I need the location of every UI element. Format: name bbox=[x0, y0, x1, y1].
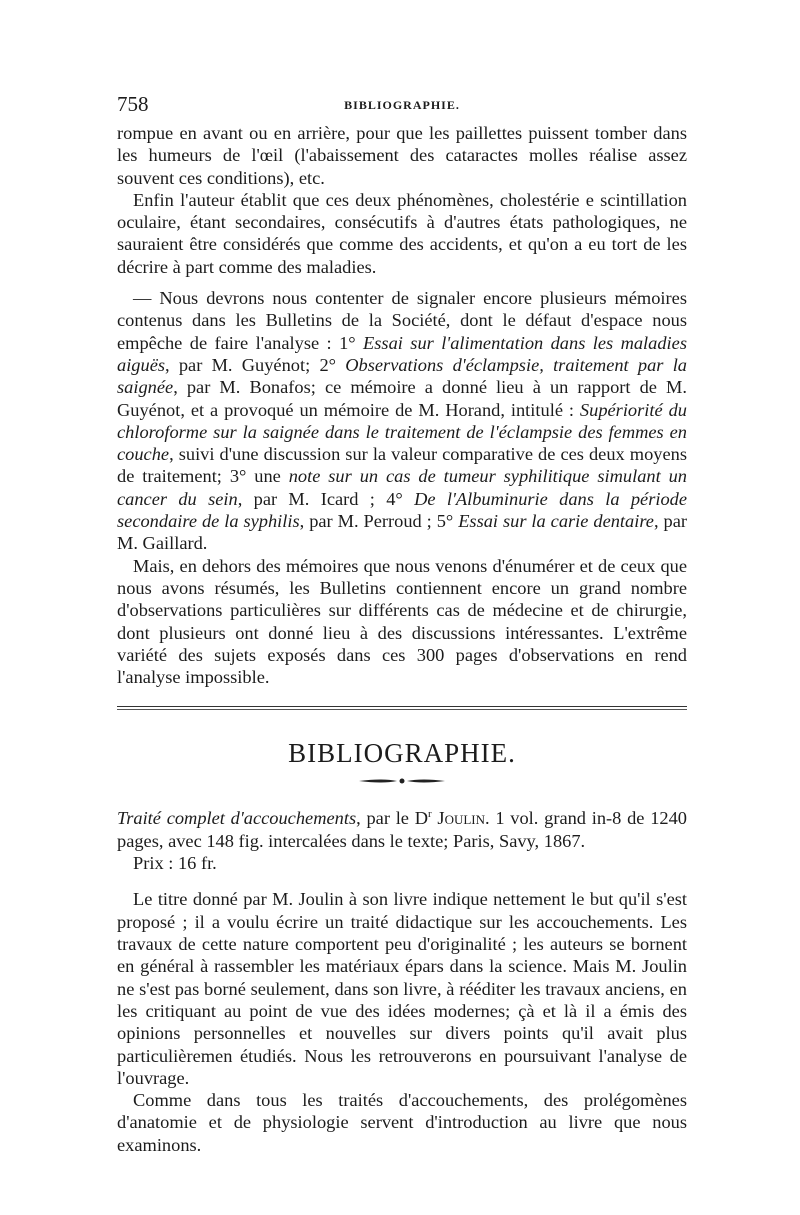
entry-title: Traité complet d'accouchements bbox=[117, 808, 357, 829]
bibliography-entry bbox=[117, 803, 687, 874]
paragraph-memoires bbox=[117, 287, 687, 555]
running-header bbox=[117, 92, 687, 122]
page-number: 758 bbox=[117, 92, 149, 116]
section-divider-rule bbox=[117, 706, 687, 710]
memoire-title-6: Essai sur la carie dentaire bbox=[458, 511, 654, 532]
memoire-title-4: note sur un cas de tumeur syphilitique simulant un cancer du sein bbox=[117, 466, 687, 509]
top-text-block bbox=[117, 122, 687, 688]
book-page bbox=[117, 92, 687, 1156]
memoires-text-4: , suivi d'une discussion sur la valeur comparative de ces deux moyens de traitement; 3° une bbox=[117, 444, 687, 487]
running-title: BIBLIOGRAPHIE. bbox=[344, 98, 460, 112]
paragraph-bulletins: Mais, en dehors des mémoires que nous venons d'énumérer et de ceux que nous avons résumés, les Bulletins contiennent encore un grand nombre d'observations particulières sur différents cas de médecine et de chirurgie, dont plusieurs ont donné lieu à des discussions intéressantes. L'extrême variété des sujets exposés dans ces 300 pages d'observations en rend l'analyse impossible. bbox=[117, 555, 687, 688]
section-title: BIBLIOGRAPHIE. bbox=[288, 738, 516, 769]
entry-dr-superscript: r bbox=[428, 808, 432, 821]
memoire-title-1: Essai sur l'alimentation dans les maladies aiguës bbox=[117, 332, 687, 375]
paragraph-continuation: rompue en avant ou en arrière, pour que les paillettes puissent tomber dans les humeurs de l'œil (l'abaissement des cataractes molles réalise assez souvent ces conditions), etc. bbox=[117, 123, 687, 188]
entry-price: Prix : 16 fr. bbox=[133, 853, 217, 874]
memoires-text-5: , par M. Icard ; 4° bbox=[237, 488, 415, 509]
memoire-title-2: Observations d'éclampsie, traitement par la saignée bbox=[117, 354, 687, 398]
ornament-divider-icon bbox=[117, 773, 687, 787]
paragraph-review-intro: Le titre donné par M. Joulin à son livre indique nettement le but qu'il s'est proposé ; il a voulu écrire un traité didactique sur les accouchements. Les travaux de cette nature comportent peu d'originalité ; les auteurs se bornent en général à rassembler les matériaux épars dans la science. Mais M. Joulin ne s'est pas borné seulement, dans son livre, à rééditer les travaux anciens, en les critiquant au point de vue des idées modernes; çà et là il a émis des opinions personnelles et nouvelles sur divers points qu'il avait plus particulièremen étudiés. Nous les retrouverons en poursuivant l'analyse de l'ouvrage. bbox=[117, 889, 687, 1088]
memoires-text-2: , par M. Guyénot; 2° bbox=[165, 354, 346, 375]
memoire-title-5: De l'Albuminurie dans la période secondaire de la syphilis bbox=[117, 488, 688, 532]
memoires-text-1: — Nous devrons nous contenter de signaler encore plusieurs mémoires contenus dans les Bulletins de la Société, dont le défaut d'espace nous empêche de faire l'analyse : 1° bbox=[117, 288, 687, 353]
memoires-text-6: , par M. Perroud ; 5° bbox=[299, 511, 459, 532]
paragraph-conclusion: Enfin l'auteur établit que ces deux phénomènes, cholestérie e scintillation oculaire, étant secondaires, consécutifs à d'autres états pathologiques, ne sauraient être considérés que comme des accidents, et qu'on a eu tort de les décrire à part comme des maladies. bbox=[117, 189, 687, 277]
memoires-text-7: , par M. Gaillard. bbox=[117, 511, 687, 554]
memoire-title-3: Supériorité du chloroforme sur la saignée dans le traitement de l'éclampsie des femmes en couche bbox=[117, 399, 687, 465]
entry-author: Joulin bbox=[431, 808, 486, 829]
entry-by: , par le D bbox=[356, 808, 428, 829]
entry-details: . 1 vol. grand in-8 de 1240 pages, avec 148 fig. intercalées dans le texte; Paris, Savy, 1867. bbox=[117, 808, 687, 851]
paragraph-review-prolegomenes: Comme dans tous les traités d'accouchements, des prolégomènes d'anatomie et de physiologie servent d'introduction au livre que nous examinons. bbox=[117, 1090, 687, 1155]
memoires-text-3: , par M. Bonafos; ce mémoire a donné lieu à un rapport de M. Guyénot, et a provoqué un mémoire de M. Horand, intitulé : bbox=[117, 377, 687, 420]
review-text-block bbox=[117, 888, 687, 1156]
